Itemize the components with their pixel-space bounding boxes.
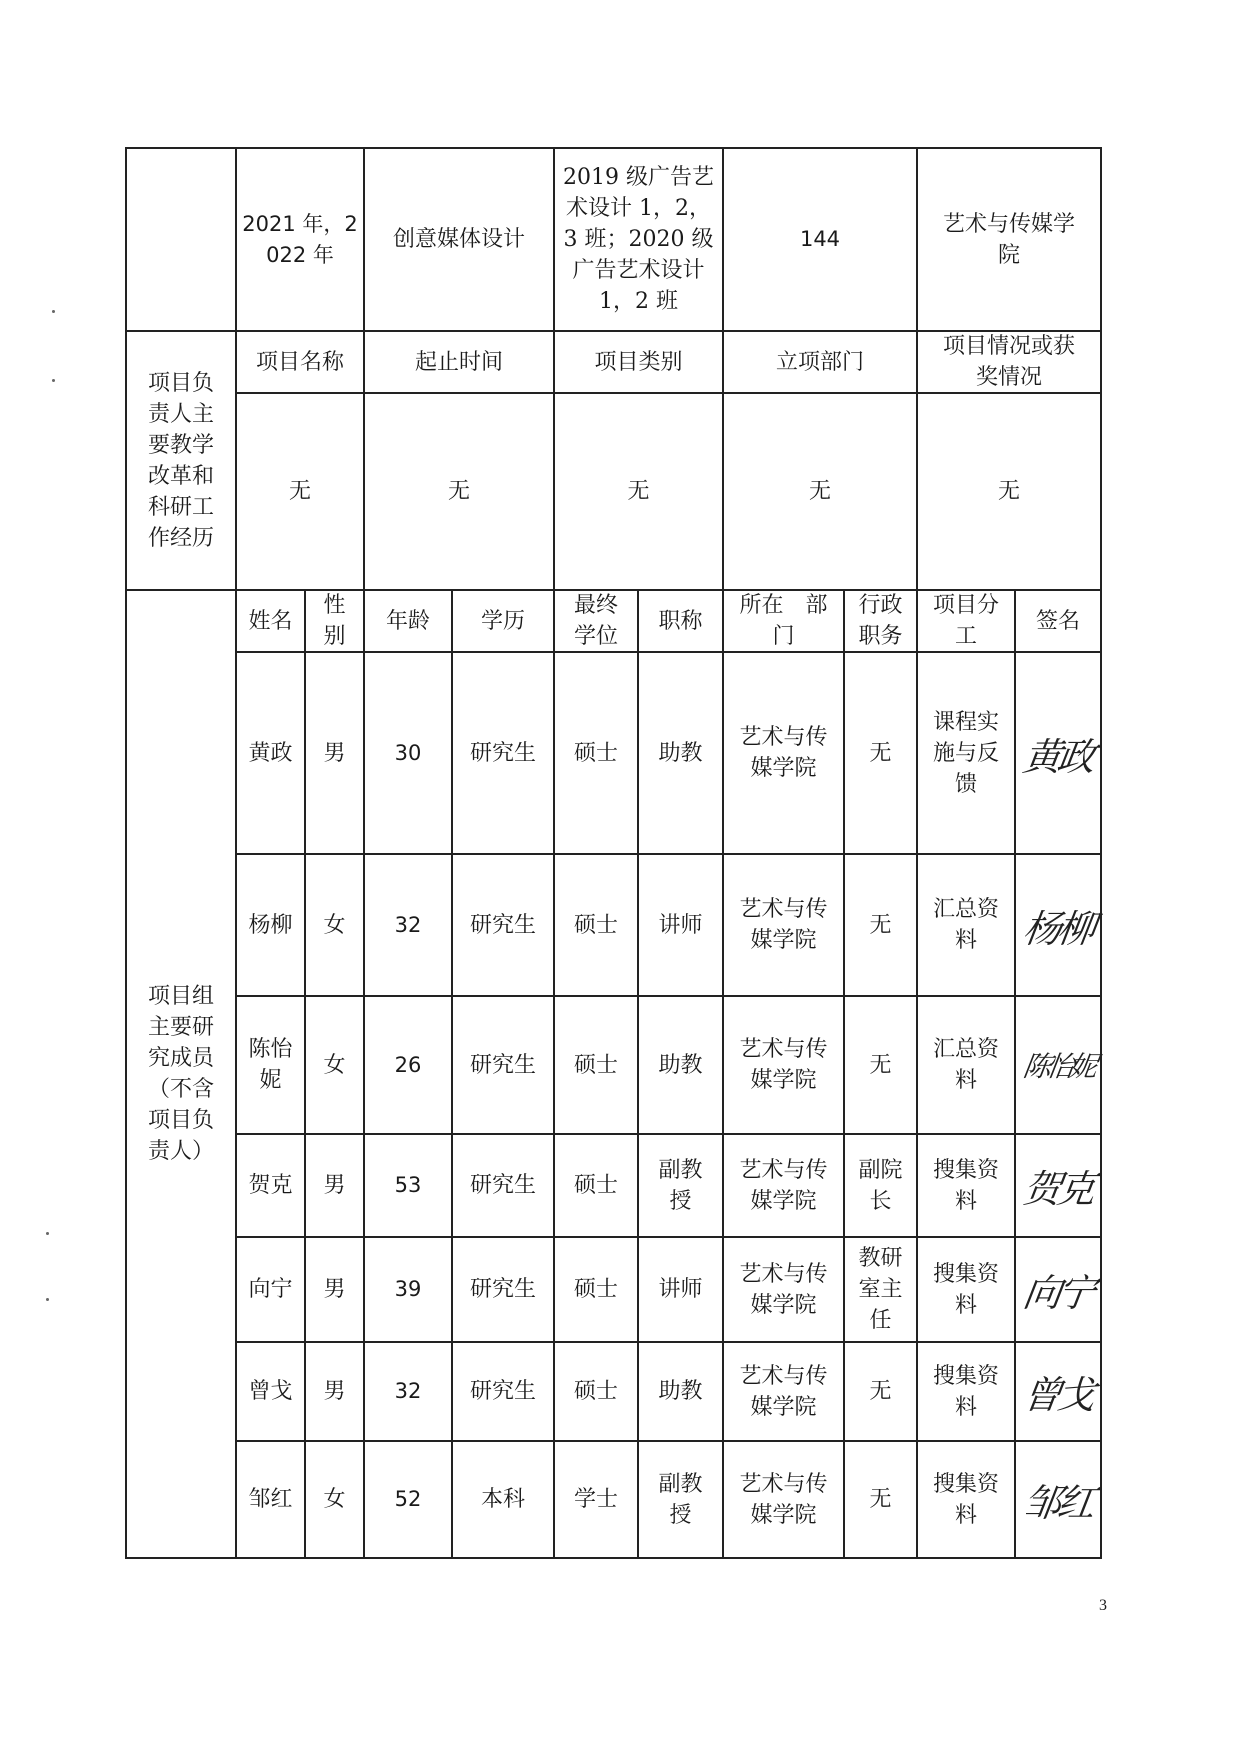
member-role: 搜集资料 (932, 1261, 999, 1318)
experience-value-period: 无 (447, 479, 470, 504)
member-age: 30 (394, 740, 422, 765)
member-dept: 艺术与传媒学院 (739, 1037, 828, 1093)
member-admin: 无 (869, 912, 892, 938)
members-header-gender: 性别 (323, 593, 346, 649)
member-dept: 艺术与传媒学院 (739, 1471, 828, 1528)
member-gender: 男 (323, 1277, 346, 1302)
top-row-course: 创意媒体设计 (392, 227, 525, 252)
member-admin: 教研室主任 (858, 1246, 903, 1333)
member-age: 32 (394, 1379, 422, 1403)
member-role: 汇总资料 (932, 1037, 999, 1093)
experience-header-category: 项目类别 (594, 349, 683, 375)
member-title: 助教 (658, 740, 703, 766)
members-header-role: 项目分工 (932, 593, 999, 649)
experience-value-department: 无 (808, 479, 831, 504)
member-admin: 无 (869, 1052, 892, 1078)
member-title: 副教授 (658, 1157, 703, 1214)
member-age: 53 (394, 1173, 422, 1197)
experience-value-name: 无 (288, 479, 311, 504)
member-education: 研究生 (469, 1052, 536, 1078)
experience-side-label: 项目负责人主要教学改革和科研工作经历 (147, 370, 214, 551)
member-education: 研究生 (469, 912, 536, 938)
member-dept: 艺术与传媒学院 (739, 725, 828, 781)
experience-header-period: 起止时间 (414, 349, 503, 375)
member-degree: 硕士 (573, 1173, 618, 1198)
members-header-signature: 签名 (1035, 608, 1080, 634)
member-title: 助教 (658, 1379, 703, 1404)
member-degree: 硕士 (573, 740, 618, 766)
member-title: 助教 (658, 1052, 703, 1078)
members-header-education: 学历 (480, 608, 525, 634)
members-header-dept: 所在 部门 (739, 593, 828, 649)
member-gender: 男 (323, 1173, 346, 1198)
member-name: 邹红 (248, 1487, 293, 1512)
member-signature: 黄政 (1020, 734, 1095, 779)
members-header-title: 职称 (658, 608, 703, 634)
member-education: 研究生 (469, 740, 536, 766)
member-signature: 邹红 (1020, 1481, 1095, 1525)
member-admin: 无 (869, 740, 892, 766)
member-degree: 学士 (573, 1487, 618, 1512)
member-degree: 硕士 (573, 1277, 618, 1302)
member-admin: 副院长 (858, 1157, 903, 1214)
member-name: 贺克 (248, 1173, 293, 1198)
member-signature: 陈怡妮 (1020, 1050, 1095, 1083)
member-signature: 曾戈 (1020, 1373, 1095, 1417)
member-name: 向宁 (248, 1277, 293, 1302)
member-gender: 女 (323, 1487, 346, 1512)
member-gender: 男 (323, 740, 346, 766)
member-education: 研究生 (469, 1277, 536, 1302)
member-dept: 艺术与传媒学院 (739, 1157, 828, 1214)
members-header-admin: 行政职务 (858, 593, 903, 649)
member-degree: 硕士 (573, 912, 618, 938)
member-role: 汇总资料 (932, 897, 999, 953)
member-title: 讲师 (658, 912, 703, 938)
top-row-classes: 2019 级广告艺术设计 1，2，3 班；2020 级广告艺术设计 1，2 班 (563, 165, 714, 314)
member-name: 陈怡妮 (248, 1037, 293, 1093)
members-header-name: 姓名 (248, 608, 293, 634)
member-education: 研究生 (469, 1173, 536, 1198)
member-dept: 艺术与传媒学院 (739, 897, 828, 953)
scan-speck (52, 379, 55, 382)
member-gender: 女 (323, 912, 346, 938)
experience-value-awards: 无 (997, 479, 1020, 504)
scan-speck (52, 310, 55, 313)
experience-header-department: 立项部门 (775, 349, 864, 375)
members-header-degree: 最终学位 (573, 593, 618, 649)
member-signature: 杨柳 (1020, 906, 1095, 951)
member-role: 课程实施与反馈 (932, 709, 999, 797)
member-admin: 无 (869, 1487, 892, 1512)
member-degree: 硕士 (573, 1052, 618, 1078)
member-age: 52 (394, 1487, 422, 1511)
scan-speck (46, 1232, 49, 1235)
member-role: 搜集资料 (932, 1471, 999, 1528)
member-age: 39 (394, 1277, 422, 1301)
member-signature: 向宁 (1020, 1271, 1095, 1315)
top-row-time: 2021 年，2022 年 (242, 211, 358, 267)
experience-value-category: 无 (627, 479, 650, 504)
member-dept: 艺术与传媒学院 (739, 1261, 828, 1318)
member-role: 搜集资料 (932, 1157, 999, 1214)
experience-header-name: 项目名称 (255, 349, 344, 375)
member-admin: 无 (869, 1379, 892, 1404)
member-signature: 贺克 (1020, 1167, 1095, 1211)
members-side-label: 项目组主要研究成员（不含项目负责人） (147, 984, 214, 1164)
top-row-count: 144 (799, 227, 841, 251)
member-education: 研究生 (469, 1379, 536, 1404)
member-role: 搜集资料 (932, 1363, 999, 1420)
member-gender: 男 (323, 1379, 346, 1404)
member-name: 黄政 (248, 740, 293, 766)
member-age: 32 (394, 912, 422, 937)
member-title: 副教授 (658, 1471, 703, 1528)
member-title: 讲师 (658, 1277, 703, 1302)
member-education: 本科 (480, 1487, 525, 1512)
experience-header-awards: 项目情况或获奖情况 (942, 334, 1075, 390)
member-gender: 女 (323, 1052, 346, 1078)
member-dept: 艺术与传媒学院 (739, 1363, 828, 1420)
page-number: 3 (1099, 1597, 1107, 1614)
member-age: 26 (394, 1052, 422, 1077)
member-degree: 硕士 (573, 1379, 618, 1404)
member-name: 杨柳 (248, 912, 293, 938)
top-row-department: 艺术与传媒学院 (942, 211, 1075, 268)
members-header-age: 年龄 (385, 608, 430, 634)
member-name: 曾戈 (248, 1379, 293, 1404)
scan-speck (46, 1298, 49, 1301)
